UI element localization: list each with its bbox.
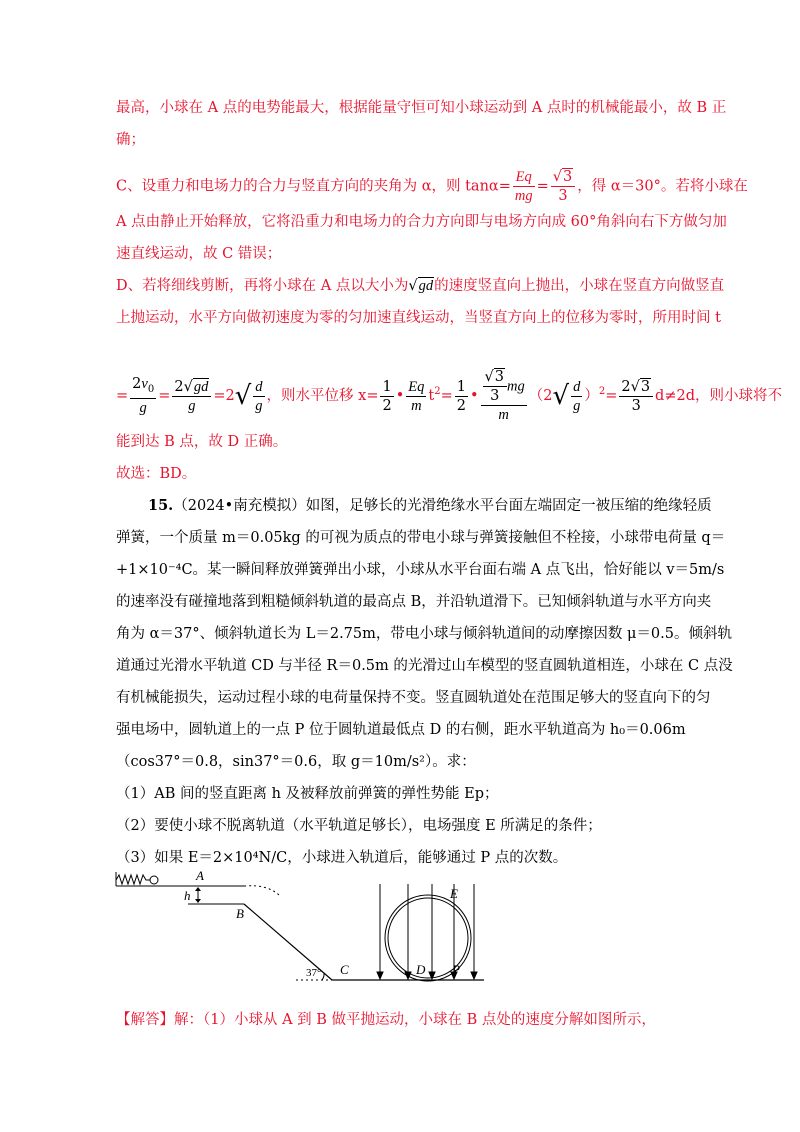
problem-line-6: 道通过光滑水平轨道 CD 与半径 R＝0.5m 的光滑过山车模型的竖直圆轨道相连，小球在 C 点没 [116, 658, 733, 674]
text-c-b: ，得 α＝30°。若将小球在 [577, 178, 748, 195]
problem-line-9: （cos37°＝0.8，sin37°＝0.6，取 g＝10m/s²）。求： [116, 754, 476, 770]
text-eq-1: ，则水平位移 x= [266, 388, 379, 404]
label-A: A [196, 868, 204, 883]
trajectory-arc [244, 886, 280, 896]
question-2: （2）要使小球不脱离轨道（水平轨道足够长），电场强度 E 所满足的条件； [116, 818, 602, 834]
solution-start [116, 1010, 656, 1030]
problem-line-2: 弹簧，一个质量 m＝0.05kg 的可视为质点的带电小球与弹簧接触但不栓接，小球带电荷量 q＝ [116, 530, 726, 546]
solution-line-b2: 确； [116, 132, 145, 148]
problem-line-4: 的速率没有碰撞地落到粗糙倾斜轨道的最高点 B，并沿轨道滑下。已知倾斜轨道与水平方向夹 [116, 594, 712, 610]
solution-line-c3: 速直线运动，故 C 错误； [116, 246, 282, 262]
question-3: （3）如果 E＝2×10⁴N/C，小球进入轨道后，能够通过 P 点的次数。 [116, 850, 568, 866]
solution-line-d4: 能到达 B 点，故 D 正确。 [116, 434, 288, 450]
problem-number: 15. [148, 497, 174, 514]
label-C: C [340, 962, 349, 977]
solution-line-d2: 上抛运动，水平方向做初速度为零的匀加速直线运动，当竖直方向上的位移为零时，所用时间 t [116, 310, 721, 326]
angle-arc [322, 973, 324, 980]
problem-line-7: 有机械能损失，运动过程小球的电荷量保持不变。竖直圆轨道处在范围足够大的竖直向下的匀 [116, 690, 711, 706]
problem-line-5: 角为 α＝37°、倾斜轨道长为 L＝2.75m，带电小球与倾斜轨道间的动摩擦因数 μ＝0.5。倾斜轨 [116, 626, 732, 642]
solution-line-b1: 最高，小球在 A 点的电势能最大，根据能量守恒可知小球运动到 A 点时的机械能最小，故 B 正 [116, 100, 727, 116]
text-c-a: C、设重力和电场力的合力与竖直方向的夹角为 α，则 tanα= [116, 178, 511, 195]
problem-figure [110, 862, 490, 992]
label-h: h [184, 888, 191, 903]
solution-line-c2: A 点由静止开始释放，它将沿重力和电场力的合力方向即与电场方向成 60°角斜向右下方做匀加 [116, 214, 727, 230]
text-d-b: 的速度竖直向上抛出，小球在竖直方向做竖直 [434, 278, 725, 294]
text-d-a: D、若将细线剪断，再将小球在 A 点以大小为 [116, 278, 409, 294]
question-1: （1）AB 间的竖直距离 h 及被释放前弹簧的弹性势能 Ep； [116, 786, 499, 802]
label-D: D [416, 962, 426, 977]
problem-line-1 [148, 496, 712, 516]
answer-line: 故选：BD。 [116, 466, 197, 482]
label-angle: 37° [306, 967, 322, 979]
text-eq-2: d≠2d，则小球将不 [655, 388, 782, 404]
solution-line-c1: C、设重力和电场力的合力与竖直方向的夹角为 α，则 tanα= $\frac{Eq}{mg}$ = $\frac{√3}{3}$ ，得 α＝30°。若将小球在 [116, 169, 748, 204]
solution-line-d1: D、若将细线剪断，再将小球在 A 点以大小为√gd的速度竖直向上抛出，小球在竖直方向做竖直 [116, 278, 725, 294]
equation-line: = $\frac{2v_0}{g}$ = $\frac{2√gd}{g}$ =2√ $\frac{d}{g}$ ，则水平位移 x= $\frac{1}{2}$ • $\frac{Eq}{m}$ $t^2=$ $\frac{1}{2}$ • $\frac{√3}{3}$ mg m （2√ $\frac{d}{g}$ ）$^2$= $\frac{2√3}{3}$ d≠2d，则小球将不 [116, 369, 782, 423]
problem-line-8: 强电场中，圆轨道上的一点 P 位于圆轨道最低点 D 的右侧，距水平轨道高为 h₀＝0.06m [116, 722, 686, 738]
solution-text: 解：（1）小球从 A 到 B 做平抛运动，小球在 B 点处的速度分解如图所示， [174, 1012, 656, 1028]
problem-text-1: （2024•南充模拟）如图，足够长的光滑绝缘水平台面左端固定一被压缩的绝缘轻质 [173, 498, 712, 514]
problem-line-3: +1×10⁻⁴C。某一瞬间释放弹簧弹出小球，小球从水平台面右端 A 点飞出，恰好能以 v＝5m/s [116, 562, 725, 578]
solution-tag: 【解答】 [116, 1012, 174, 1028]
label-P: P [452, 962, 460, 977]
label-B: B [236, 906, 244, 921]
label-E: E [450, 886, 458, 901]
frac-eq-mg: $\frac{Eq}{mg}$ [514, 169, 533, 204]
spring [116, 872, 244, 886]
frac-sqrt3-3: $\frac{√3}{3}$ [551, 168, 575, 205]
